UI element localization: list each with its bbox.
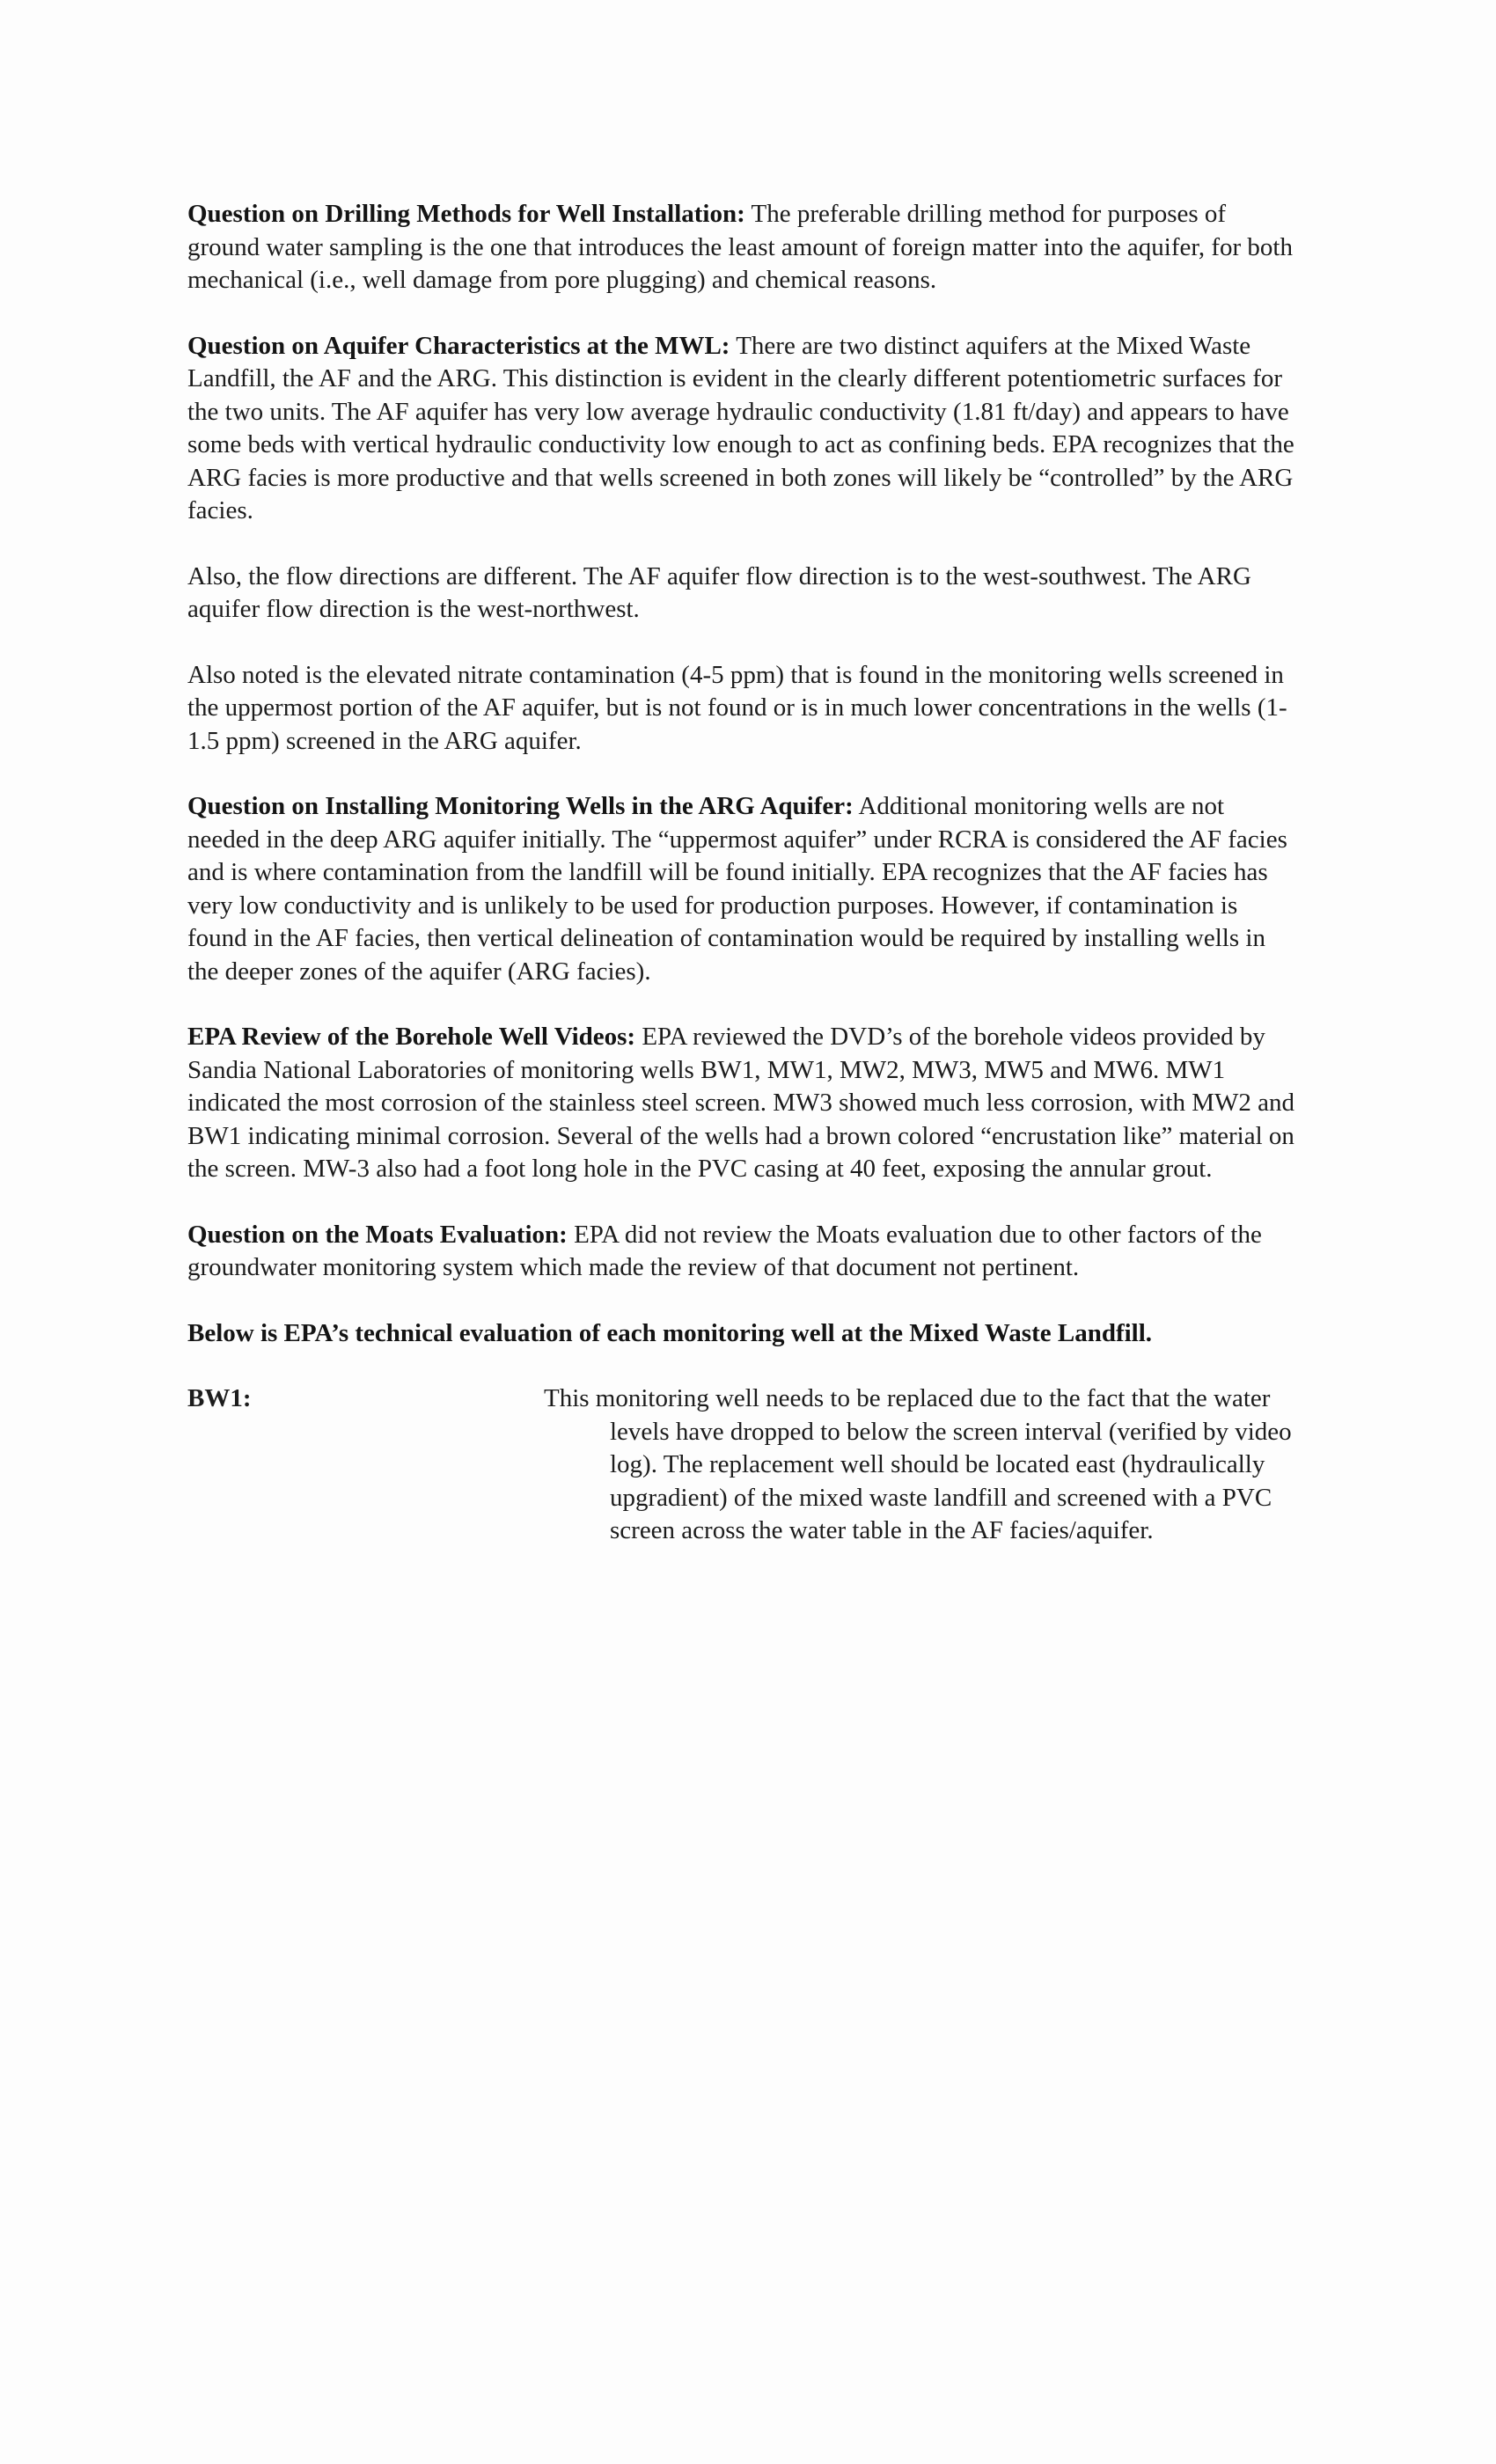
- section-borehole-videos: [187, 1021, 1298, 1186]
- section-text: EPA reviewed the DVD’s of the borehole videos provided by Sandia National Laboratories of monitoring wells BW1, MW1, MW2, MW3, MW5 and MW6. MW1 indicated the most corrosion of the stainless steel screen. MW3 showed much less corrosion, with MW2 and BW1 indicating minimal corrosion. Several of the wells had a brown colored “encrustation like” material on the screen. MW-3 also had a foot long hole in the PVC casing at 40 feet, exposing the annular grout.: [187, 1023, 1295, 1183]
- section-nitrate-contamination: [187, 659, 1298, 759]
- section-drilling-methods: [187, 198, 1298, 297]
- section-flow-directions: [187, 561, 1298, 627]
- section-heading: EPA Review of the Borehole Well Videos:: [187, 1023, 636, 1051]
- section-heading: Question on Drilling Methods for Well Installation:: [187, 200, 745, 228]
- section-heading: Question on Aquifer Characteristics at the MWL:: [187, 331, 730, 360]
- section-moats-evaluation: [187, 1219, 1298, 1285]
- section-text: There are two distinct aquifers at the Mixed Waste Landfill, the AF and the ARG. This distinction is evident in the clearly different potentiometric surfaces for the two units. The AF aquifer has very low average hydraulic conductivity (1.81 ft/day) and appears to have some beds with vertical hydraulic conductivity low enough to act as confining beds. EPA recognizes that the ARG facies is more productive and that wells screened in both zones will likely be “controlled” by the ARG facies.: [187, 331, 1294, 524]
- evaluation-heading: Below is EPA’s technical evaluation of each monitoring well at the Mixed Waste Landfill.: [187, 1318, 1153, 1347]
- section-text: Additional monitoring wells are not needed in the deep ARG aquifer initially. The “uppermost aquifer” under RCRA is considered the AF facies and is where contamination from the landfill will be found initially. EPA recognizes that the AF facies has very low conductivity and is unlikely to be used for production purposes. However, if contamination is found in the AF facies, then vertical delineation of contamination would be required by installing wells in the deeper zones of the aquifer (ARG facies).: [187, 792, 1287, 986]
- section-text: Also, the flow directions are different. The AF aquifer flow direction is to the west-southwest. The ARG aquifer flow direction is the west-northwest.: [187, 561, 1251, 623]
- well-label: BW1:: [187, 1384, 252, 1412]
- section-heading: Question on Installing Monitoring Wells in the ARG Aquifer:: [187, 792, 854, 820]
- section-text: Also noted is the elevated nitrate contamination (4-5 ppm) that is found in the monitoring wells screened in the uppermost portion of the AF aquifer, but is not found or is in much lower concentrations in the wells (1-1.5 ppm) screened in the ARG aquifer.: [187, 660, 1287, 755]
- section-text: The preferable drilling method for purposes of ground water sampling is the one that introduces the least amount of foreign matter into the aquifer, for both mechanical (i.e., well damage from pore plugging) and chemical reasons.: [187, 200, 1293, 294]
- section-aquifer-characteristics: [187, 330, 1298, 528]
- section-installing-wells: [187, 790, 1298, 988]
- well-evaluation-text: This monitoring well needs to be replaced due to the fact that the water levels have dropped to below the screen interval (verified by video log). The replacement well should be located east (hydraulically upgradient) of the mixed waste landfill and screened with a PVC screen across the water table in the AF facies/aquifer.: [544, 1384, 1292, 1544]
- well-entry-bw1: [187, 1382, 1298, 1548]
- section-heading: Question on the Moats Evaluation:: [187, 1220, 568, 1249]
- section-text: EPA did not review the Moats evaluation due to other factors of the groundwater monitoring system which made the review of that document not pertinent.: [187, 1220, 1262, 1281]
- document-body: [187, 198, 1298, 1548]
